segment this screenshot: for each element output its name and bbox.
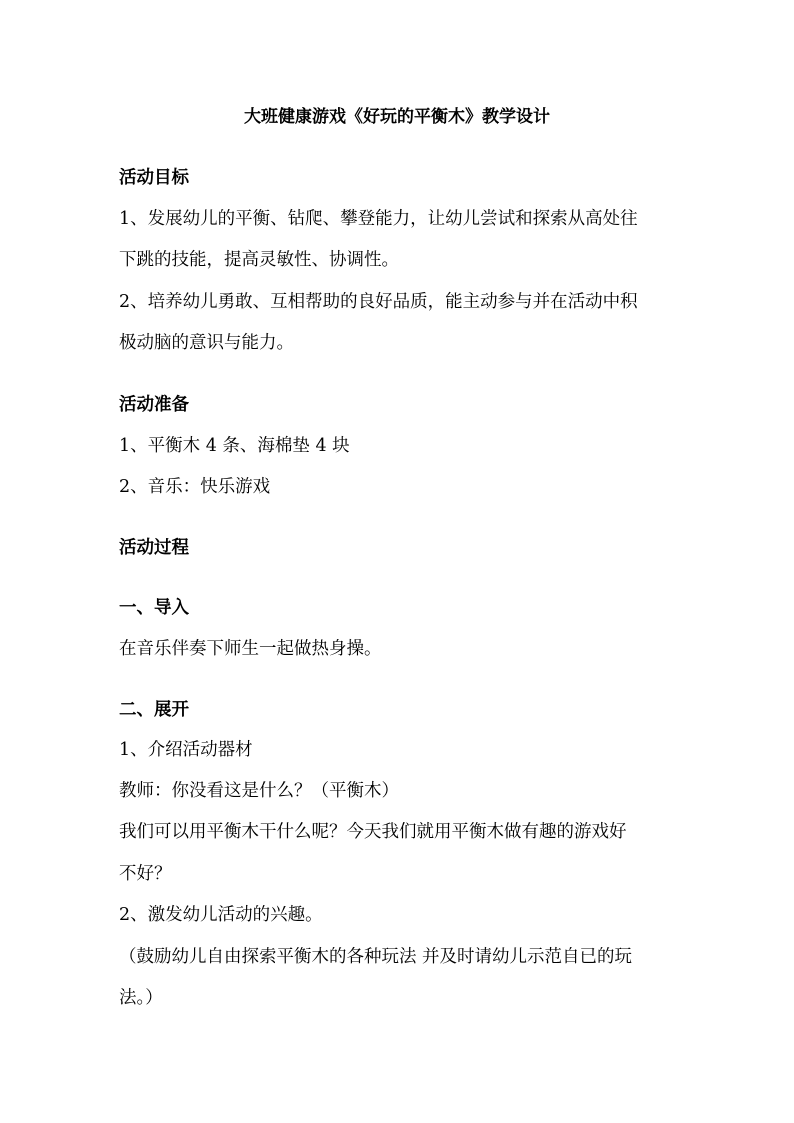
goal-item-1-line-1: 1、发展幼儿的平衡、钻爬、攀登能力，让幼儿尝试和探索从高处往 (119, 209, 638, 229)
part-1-text: 在音乐伴奏下师生一起做热身操。 (119, 639, 382, 659)
note-line-2: 法。） (119, 988, 163, 1008)
goal-item-1-line-2: 下跳的技能，提高灵敏性、协调性。 (119, 250, 399, 270)
question-line-1: 我们可以用平衡木干什么呢？今天我们就用平衡木做有趣的游戏好 (119, 822, 627, 842)
goal-item-2-line-2: 极动脑的意识与能力。 (119, 333, 294, 353)
part-2-step-1: 1、介绍活动器材 (119, 740, 253, 760)
question-line-2: 不好？ (119, 864, 172, 884)
goal-item-2-line-1: 2、培养幼儿勇敢、互相帮助的良好品质，能主动参与并在活动中积 (119, 292, 638, 312)
preparation-heading: 活动准备 (119, 395, 189, 415)
part-1-heading: 一、导入 (119, 598, 189, 618)
preparation-item-2: 2、音乐：快乐游戏 (119, 477, 271, 497)
part-2-step-2: 2、激发幼儿活动的兴趣。 (119, 905, 323, 925)
teacher-line: 教师：你没看这是什么？（平衡木） (119, 781, 399, 801)
note-line-1: （鼓励幼儿自由探索平衡木的各种玩法 并及时请幼儿示范自已的玩 (119, 947, 633, 967)
document-title: 大班健康游戏《好玩的平衡木》教学设计 (244, 107, 550, 127)
preparation-item-1: 1、平衡木 4 条、海棉垫 4 块 (119, 436, 350, 456)
part-2-heading: 二、展开 (119, 700, 189, 720)
process-heading: 活动过程 (119, 538, 189, 558)
goals-heading: 活动目标 (119, 168, 189, 188)
